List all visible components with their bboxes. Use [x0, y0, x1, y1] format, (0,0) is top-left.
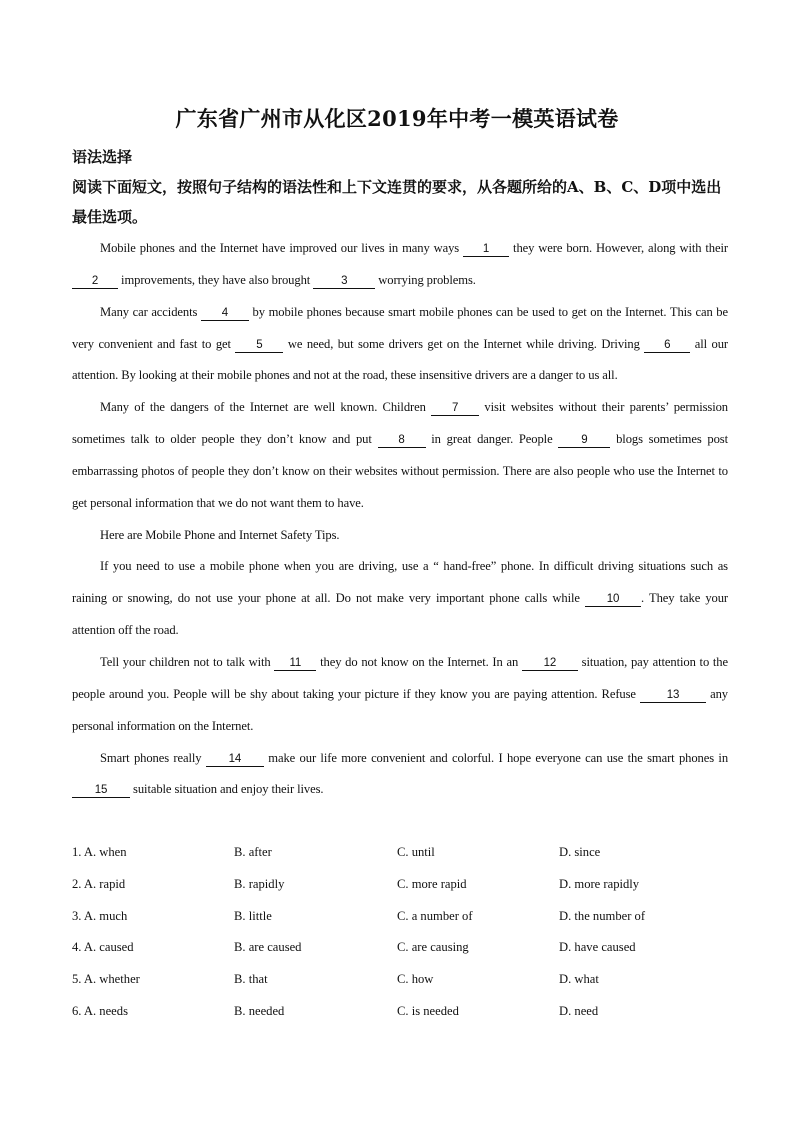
paragraph-4: Here are Mobile Phone and Internet Safety Tips. — [100, 527, 340, 542]
option-c[interactable]: C. is needed — [397, 1003, 459, 1018]
instruction-text: 阅读下面短文，按照句子结构的语法性和上下文连贯的要求，从各题所给的A、B、C、D项中选出最佳选项。 — [72, 178, 722, 226]
passage-text: Many of the dangers of the Internet are well known. Children — [100, 400, 432, 415]
blank-13: 13 — [640, 688, 706, 703]
paragraph-3 — [72, 392, 728, 519]
option-a[interactable]: 3. A. much — [72, 908, 128, 923]
option-c[interactable]: C. until — [397, 845, 435, 859]
option-a[interactable]: 2. A. rapid — [72, 876, 126, 891]
paragraph-5 — [72, 551, 728, 647]
blank-1: 1 — [463, 242, 509, 257]
option-a[interactable]: 1. A. when — [72, 845, 127, 859]
blank-14: 14 — [206, 752, 264, 767]
blank-6: 6 — [644, 338, 690, 353]
option-d[interactable]: D. what — [559, 972, 599, 987]
blank-8: 8 — [378, 433, 426, 448]
blank-5: 5 — [235, 338, 283, 353]
passage-text: they do not know on the Internet. In an — [316, 654, 522, 669]
passage-text: improvements, they have also brought — [118, 272, 314, 287]
option-d[interactable]: D. the number of — [559, 908, 646, 923]
option-row-2 — [72, 869, 752, 901]
passage-text: Many car accidents — [100, 304, 201, 319]
paragraph-2 — [72, 297, 728, 393]
option-d[interactable]: D. more rapidly — [559, 876, 640, 891]
page-title: 广东省广州市从化区2019年中考一模英语试卷 — [175, 106, 619, 131]
option-b[interactable]: B. needed — [234, 1003, 285, 1018]
option-a[interactable]: 6. A. needs — [72, 1003, 128, 1018]
passage-text: visit websites without their parents’ permission sometimes talk to older people they don’t know and put — [72, 400, 728, 447]
passage-text: make our life more convenient and colorful. I hope everyone can use the smart phones in — [263, 750, 729, 765]
paragraph-7 — [72, 743, 728, 807]
passage-text: by mobile phones because smart mobile phones can be used to get on the Internet. This can be very convenient and fast to get — [72, 304, 728, 351]
blank-10: 10 — [585, 592, 641, 607]
blank-9: 9 — [558, 433, 610, 448]
passage-text: we need, but some drivers get on the Internet while driving. Driving — [283, 336, 645, 351]
option-d[interactable]: D. since — [559, 845, 601, 859]
blank-7: 7 — [431, 401, 479, 416]
option-b[interactable]: B. after — [234, 845, 272, 859]
blank-2: 2 — [72, 274, 118, 289]
passage-text: all our attention. By looking at their mobile phones and not at the road, these insensitive drivers are a danger to us all. — [72, 336, 728, 383]
option-row-1 — [72, 837, 752, 869]
option-row-5 — [72, 964, 752, 996]
option-b[interactable]: B. little — [234, 908, 272, 923]
passage-text: Tell your children not to talk with — [100, 654, 275, 669]
blank-3: 3 — [313, 274, 375, 289]
option-d[interactable]: D. need — [559, 1003, 599, 1018]
option-a[interactable]: 4. A. caused — [72, 940, 134, 955]
passage-text: in great danger. People — [425, 432, 559, 447]
option-c[interactable]: C. a number of — [397, 908, 473, 923]
passage — [72, 233, 728, 806]
option-row-3 — [72, 901, 752, 933]
option-b[interactable]: B. are caused — [234, 940, 302, 955]
blank-11: 11 — [274, 656, 316, 671]
blank-4: 4 — [201, 306, 249, 321]
blank-12: 12 — [522, 656, 578, 671]
section-heading: 语法选择 — [72, 148, 133, 166]
option-d[interactable]: D. have caused — [559, 940, 636, 955]
passage-text: situation, pay attention to the people around you. People will be shy about taking your picture if they know you are paying attention. Refuse — [72, 654, 728, 701]
option-a[interactable]: 5. A. whether — [72, 972, 140, 987]
passage-text: blogs sometimes post embarrassing photos of people they don’t know on their websites without permission. There are also people who use the Internet to get personal information that we do not want them to have. — [72, 432, 729, 510]
paragraph-6 — [72, 647, 728, 743]
option-c[interactable]: C. more rapid — [397, 876, 467, 891]
option-c[interactable]: C. how — [397, 972, 434, 987]
passage-text: they were born. However, along with their — [509, 241, 728, 255]
paragraph-1 — [72, 233, 728, 297]
passage-text: suitable situation and enjoy their lives. — [130, 782, 324, 797]
passage-text: . They take your attention off the road. — [72, 591, 729, 638]
passage-text: If you need to use a mobile phone when you are driving, use a “ hand-free” phone. In difficult driving situations such as raining or snowing, do not use your phone at all. Do not make very important phone calls while — [72, 559, 728, 606]
option-b[interactable]: B. that — [234, 972, 268, 987]
option-b[interactable]: B. rapidly — [234, 876, 285, 891]
option-c[interactable]: C. are causing — [397, 940, 469, 955]
passage-text: Mobile phones and the Internet have improved our lives in many ways — [100, 241, 464, 255]
passage-text: any personal information on the Internet. — [72, 686, 728, 733]
option-row-6 — [72, 996, 752, 1028]
passage-text: Smart phones really — [100, 750, 206, 765]
passage-text: worrying problems. — [375, 272, 476, 287]
blank-15: 15 — [72, 783, 130, 798]
option-row-4 — [72, 932, 752, 964]
answer-options — [72, 837, 752, 1028]
